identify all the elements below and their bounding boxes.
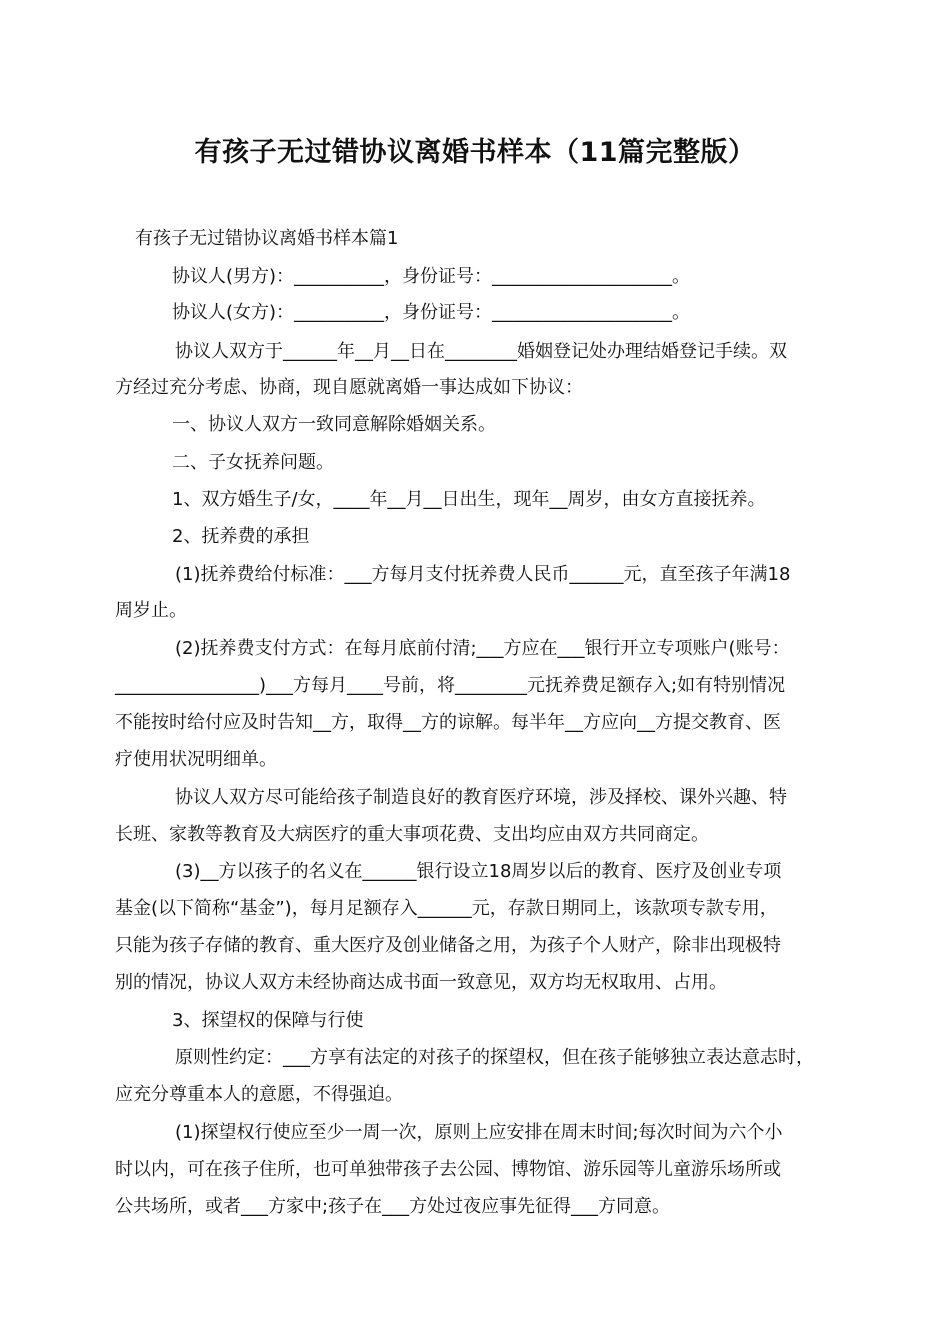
paragraph-line: 2、抚养费的承担 [172, 526, 310, 547]
paragraph-line: 长班、家教等教育及大病医疗的重大事项花费、支出均应由双方共同商定。 [115, 824, 709, 845]
paragraph-line: 周岁止。 [115, 600, 187, 621]
paragraph-line: (1)抚养费给付标准：___方每月支付抚养费人民币______元，直至孩子年满18 [175, 564, 791, 585]
paragraph-line: 一、协议人双方一致同意解除婚姻关系。 [172, 414, 496, 435]
paragraph-line: 公共场所，或者___方家中;孩子在___方处过夜应事先征得___方同意。 [115, 1196, 671, 1217]
paragraph-line: 基金(以下简称“基金”)，每月足额存入______元，存款日期同上，该款项专款专用， [115, 898, 778, 919]
paragraph-line: 协议人(男方)：__________，身份证号：____________________。 [172, 266, 691, 287]
paragraph-line: 时以内，可在孩子住所，也可单独带孩子去公园、博物馆、游乐园等儿童游乐场所或 [115, 1159, 781, 1180]
paragraph-line: 方经过充分考虑、协商，现自愿就离婚一事达成如下协议： [115, 377, 583, 398]
section-heading: 有孩子无过错协议离婚书样本篇1 [135, 228, 399, 249]
paragraph-line: 应充分尊重本人的意愿，不得强迫。 [115, 1084, 403, 1105]
paragraph-line: (1)探望权行使应至少一周一次，原则上应安排在周末时间;每次时间为六个小 [175, 1122, 783, 1143]
paragraph-line: ________________)___方每月____号前，将________元抚养费足额存入;如有特别情况 [115, 675, 786, 696]
paragraph-line: 疗使用状况明细单。 [115, 749, 277, 770]
paragraph-line: 协议人双方尽可能给孩子制造良好的教育医疗环境，涉及择校、课外兴趣、特 [175, 787, 787, 808]
paragraph-line: 3、探望权的保障与行使 [172, 1010, 364, 1031]
paragraph-line: (2)抚养费支付方式：在每月底前付清;___方应在___银行开立专项账户(账号： [175, 638, 790, 659]
paragraph-line: (3)__方以孩子的名义在______银行设立18周岁以后的教育、医疗及创业专项 [175, 861, 782, 882]
paragraph-line: 二、子女抚养问题。 [172, 452, 334, 473]
paragraph-line: 不能按时给付应及时告知__方，取得__方的谅解。每半年__方应向__方提交教育、医 [115, 712, 781, 733]
document-title: 有孩子无过错协议离婚书样本（11篇完整版） [194, 137, 756, 168]
paragraph-line: 协议人双方于______年__月__日在________婚姻登记处办理结婚登记手续。双 [175, 341, 787, 362]
paragraph-line: 原则性约定：___方享有法定的对孩子的探望权，但在孩子能够独立表达意志时， [175, 1047, 814, 1068]
paragraph-line: 别的情况，协议人双方未经协商达成书面一致意见，双方均无权取用、占用。 [115, 972, 727, 993]
paragraph-line: 协议人(女方)：__________，身份证号：____________________。 [172, 302, 691, 323]
paragraph-line: 只能为孩子存储的教育、重大医疗及创业储备之用，为孩子个人财产，除非出现极特 [115, 935, 781, 956]
paragraph-line: 1、双方婚生子/女，____年__月__日出生，现年__周岁，由女方直接抚养。 [172, 489, 766, 510]
